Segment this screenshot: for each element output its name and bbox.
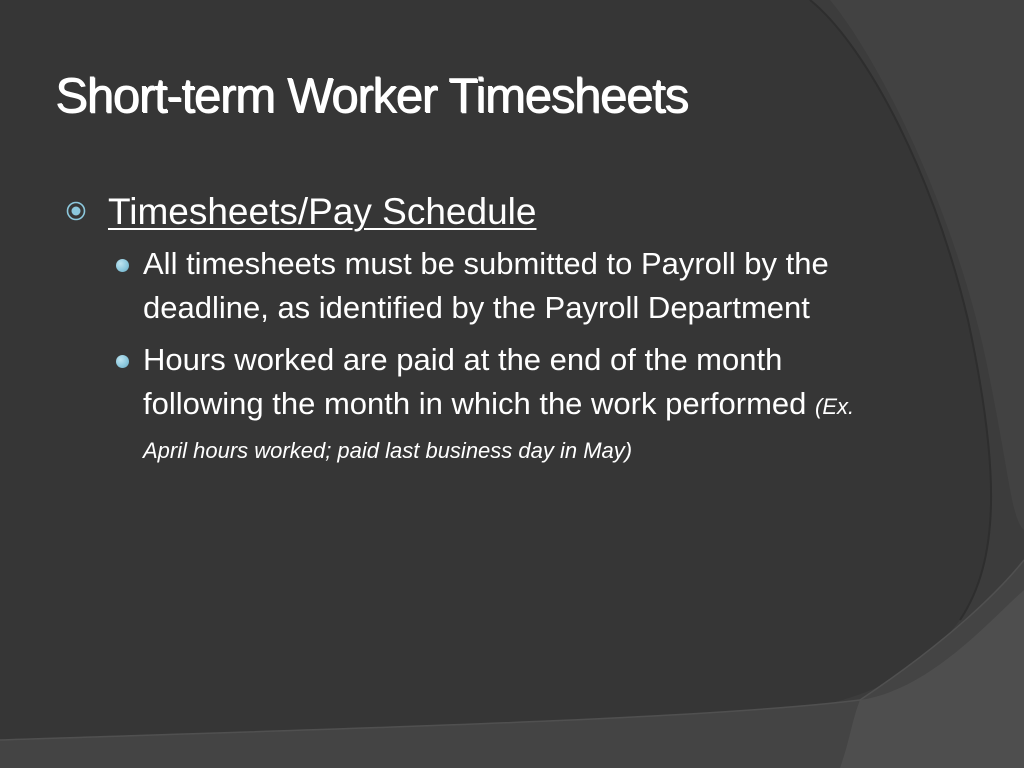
sub-bullet-list	[66, 242, 886, 470]
sub-bullet-text: Hours worked are paid at the end of the month following the month in which the work performed	[143, 342, 807, 421]
section-bullet	[66, 188, 886, 236]
sub-bullet-item	[66, 338, 886, 470]
dot-icon	[116, 259, 129, 272]
example-note: (Ex. April hours worked; paid last business day in May)	[143, 394, 855, 463]
sub-bullet-text: All timesheets must be submitted to Payroll by the deadline, as identified by the Payroll Department	[143, 246, 829, 325]
target-circle-icon	[66, 201, 86, 221]
slide-title: Short-term Worker Timesheets	[55, 69, 688, 123]
slide-content	[66, 188, 886, 478]
section-heading: Timesheets/Pay Schedule	[108, 191, 537, 232]
sub-bullet-item	[66, 242, 886, 330]
dot-icon	[116, 355, 129, 368]
